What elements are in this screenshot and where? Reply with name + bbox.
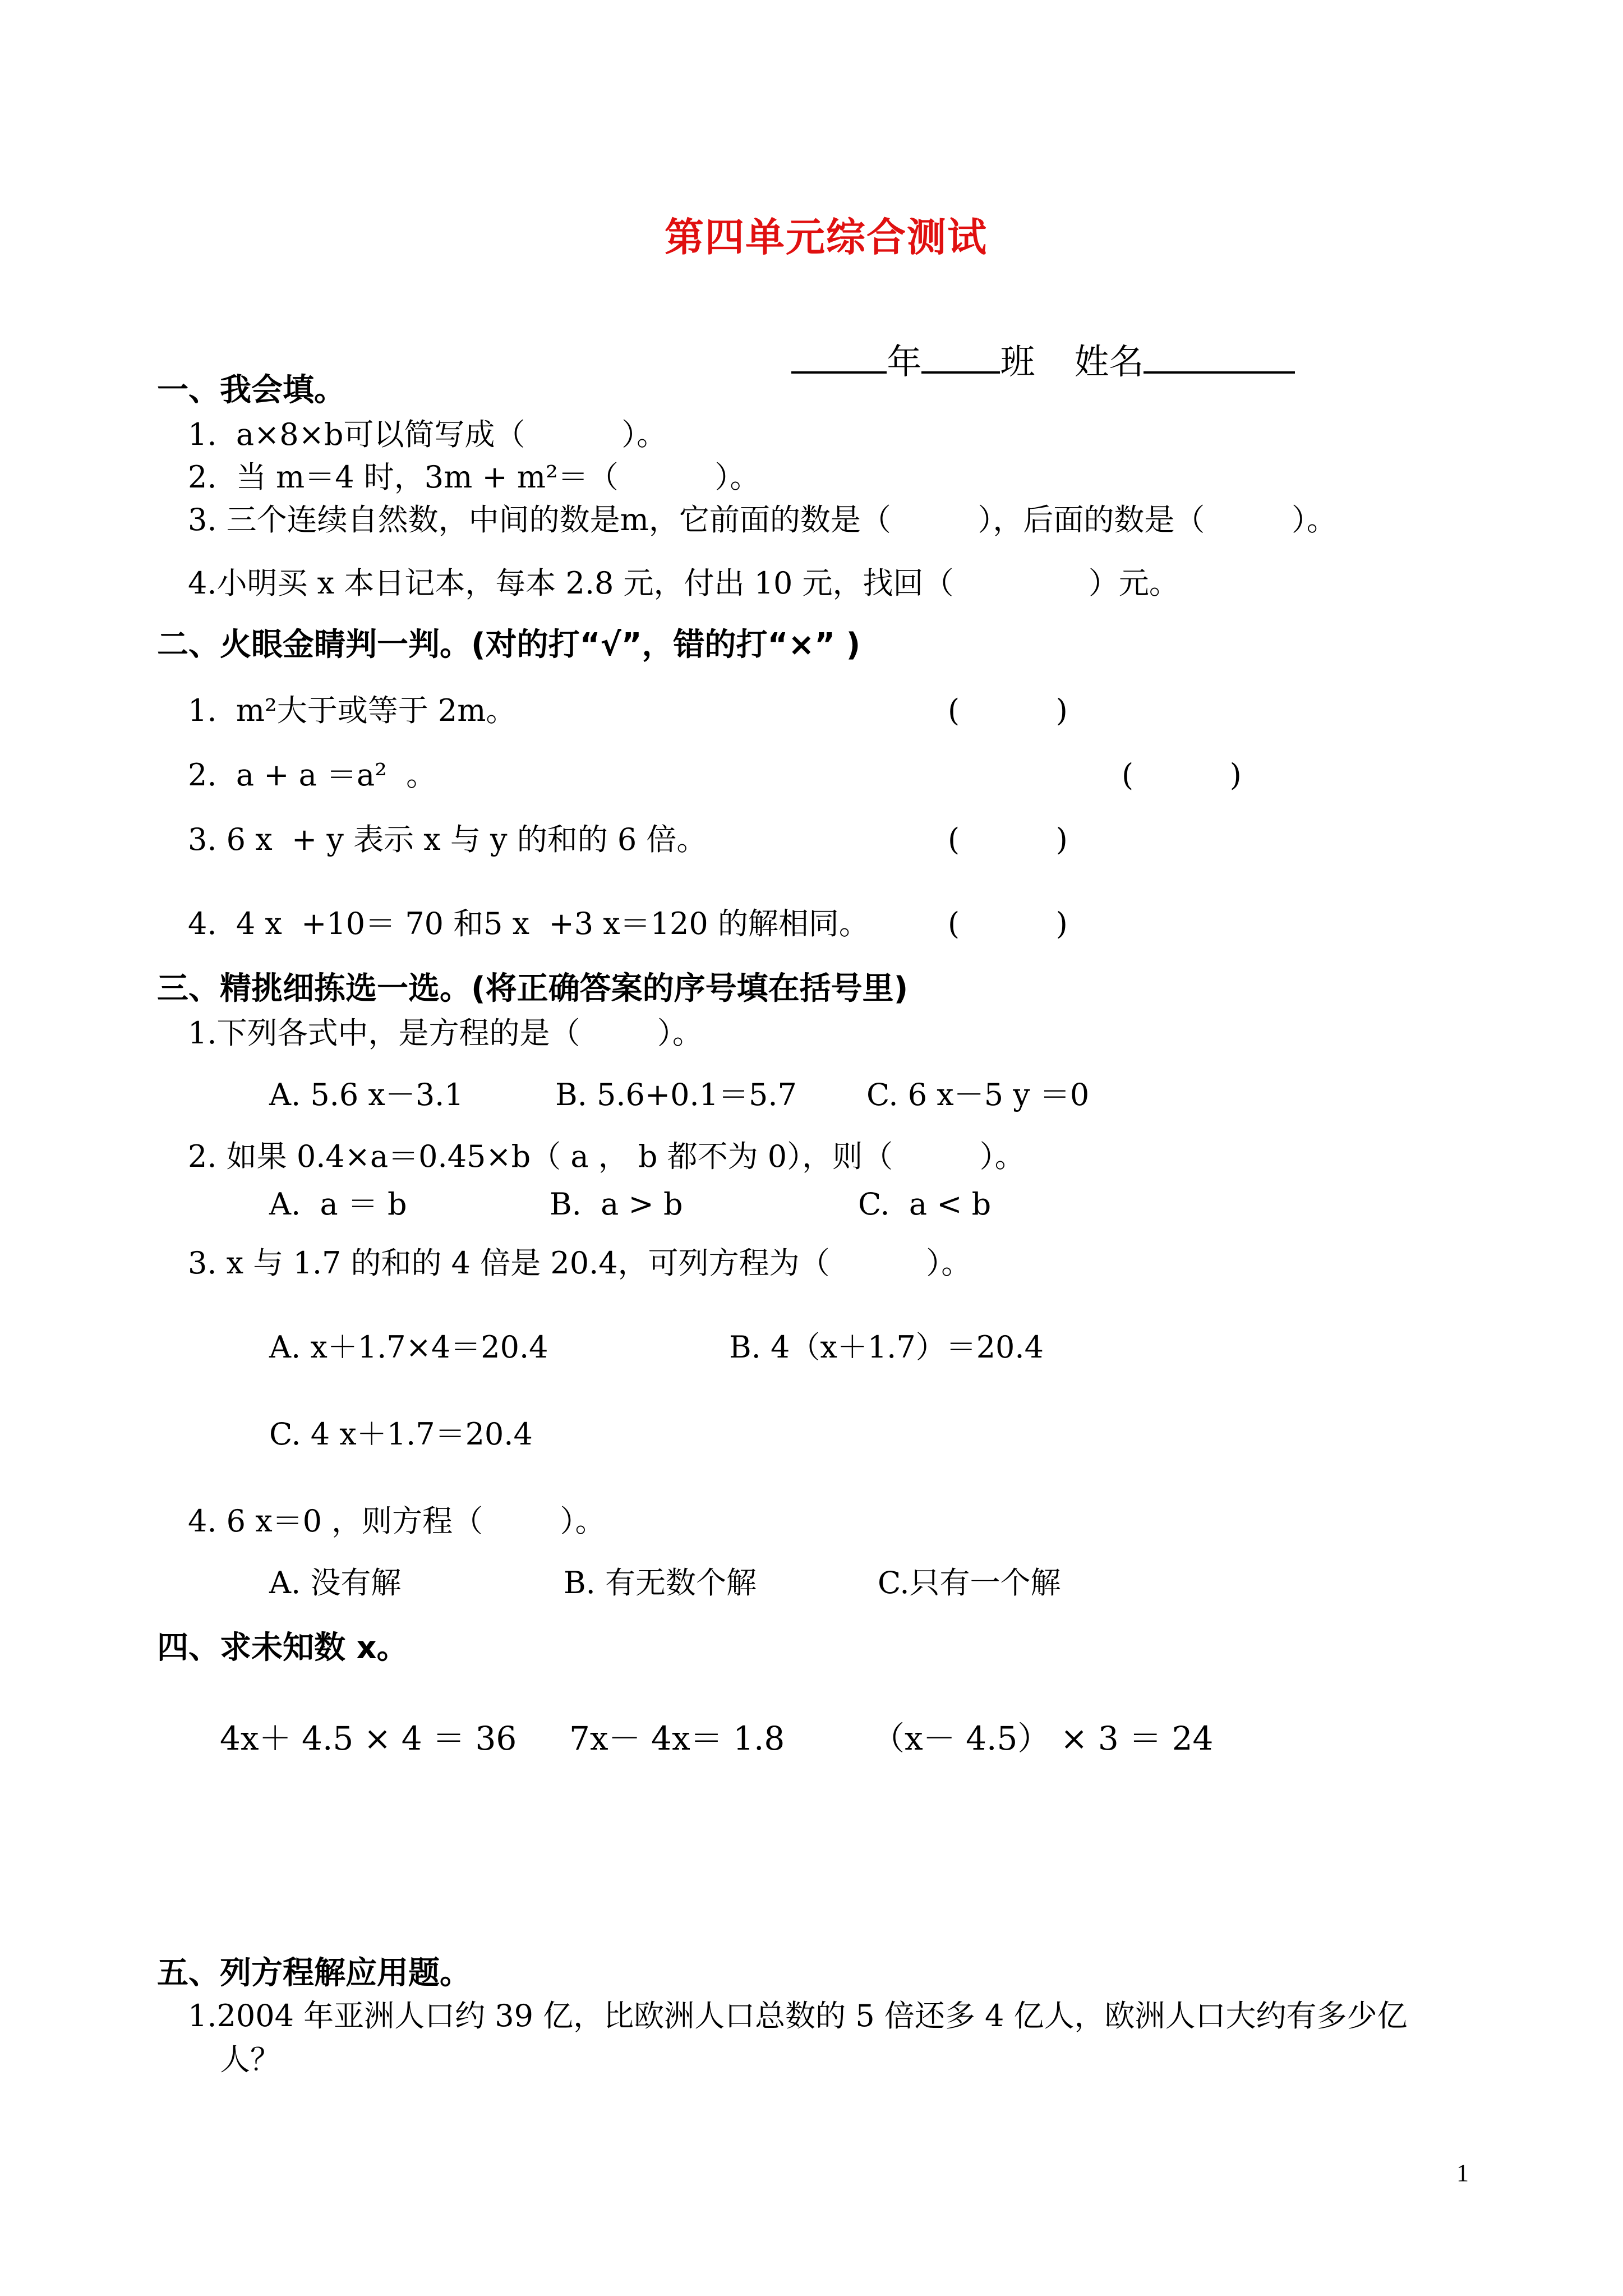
- section-3-heading: 三、精挑细拣选一选。(将正确答案的序号填在括号里): [157, 970, 909, 1007]
- section-1-heading: 一、我会填。: [157, 372, 345, 408]
- year-blank[interactable]: [791, 342, 887, 374]
- s3-question-2: 2. 如果 0.4×a＝0.45×b（ a ， b 都不为 0），则（ ）。: [188, 1139, 1025, 1174]
- s3-q1-option-c[interactable]: C. 6 x－5 y ＝0: [866, 1077, 1090, 1112]
- equation-2: 7x－ 4x＝ 1.8: [569, 1719, 785, 1757]
- s3-q3-option-c[interactable]: C. 4 x＋1.7＝20.4: [269, 1416, 533, 1452]
- s3-q1-option-b[interactable]: B. 5.6+0.1＝5.7: [555, 1077, 797, 1112]
- s3-q4-option-b[interactable]: B. 有无数个解: [564, 1565, 757, 1600]
- s3-q2-option-c[interactable]: C. a < b: [858, 1186, 992, 1222]
- s3-q2-option-a[interactable]: A. a ＝ b: [269, 1186, 407, 1222]
- s2-answer-paren-4[interactable]: ( ): [948, 906, 1068, 941]
- s2-answer-paren-1[interactable]: ( ): [948, 693, 1068, 728]
- name-line: [769, 307, 1295, 382]
- s2-question-1: 1. m²大于或等于 2m。: [188, 693, 517, 728]
- class-label: 班: [1000, 341, 1035, 382]
- s3-q4-option-a[interactable]: A. 没有解: [269, 1565, 402, 1600]
- section-2-heading: 二、火眼金睛判一判。(对的打“√”，错的打“×” ): [157, 627, 861, 663]
- s2-question-3: 3. 6 x + y 表示 x 与 y 的和的 6 倍。: [188, 822, 707, 857]
- s2-answer-paren-2[interactable]: ( ): [1122, 757, 1242, 793]
- equation-3: （x－ 4.5） × 3 ＝ 24: [872, 1719, 1214, 1757]
- s1-question-2: 2. 当 m＝4 时，3m + m²＝（ ）。: [188, 459, 760, 495]
- s3-q2-option-b[interactable]: B. a > b: [550, 1186, 683, 1222]
- s2-question-4: 4. 4 x +10＝ 70 和5 x +3 x＝120 的解相同。: [188, 906, 869, 941]
- s3-question-4: 4. 6 x＝0 ，则方程（ ）。: [188, 1503, 606, 1539]
- s3-q4-option-c[interactable]: C.只有一个解: [878, 1565, 1061, 1600]
- name-label: 姓名: [1074, 341, 1144, 382]
- s1-question-4: 4.小明买 x 本日记本，每本 2.8 元，付出 10 元，找回（ ）元。: [188, 565, 1179, 601]
- s2-answer-paren-3[interactable]: ( ): [948, 822, 1068, 857]
- s1-question-3: 3. 三个连续自然数，中间的数是m，它前面的数是（ ），后面的数是（ ）。: [188, 502, 1337, 537]
- s3-q1-option-a[interactable]: A. 5.6 x－3.1: [269, 1077, 464, 1112]
- page-title: 第四单元综合测试: [665, 214, 988, 260]
- class-blank[interactable]: [921, 342, 1000, 374]
- equation-1: 4x＋ 4.5 × 4 ＝ 36: [220, 1719, 517, 1757]
- name-blank[interactable]: [1144, 342, 1295, 374]
- section-4-heading: 四、求未知数 x。: [157, 1630, 408, 1666]
- s2-question-2: 2. a + a ＝a² 。: [188, 757, 437, 793]
- s3-question-3: 3. x 与 1.7 的和的 4 倍是 20.4，可列方程为（ ）。: [188, 1245, 972, 1281]
- year-label: 年: [887, 341, 922, 382]
- page-number: 1: [1456, 2159, 1469, 2187]
- s1-question-1: 1. a×8×b可以简写成（ ）。: [188, 417, 667, 452]
- s3-question-1: 1.下列各式中，是方程的是（ ）。: [188, 1015, 703, 1051]
- s5-question-1: 1.2004 年亚洲人口约 39 亿，比欧洲人口总数的 5 倍还多 4 亿人，欧洲人口大约有多少亿: [188, 1998, 1408, 2033]
- s5-question-1-cont: 人？: [220, 2042, 280, 2077]
- s3-q3-option-b[interactable]: B. 4（x＋1.7）＝20.4: [729, 1329, 1044, 1365]
- s3-q3-option-a[interactable]: A. x＋1.7×4＝20.4: [269, 1329, 548, 1365]
- section-5-heading: 五、列方程解应用题。: [157, 1955, 471, 1991]
